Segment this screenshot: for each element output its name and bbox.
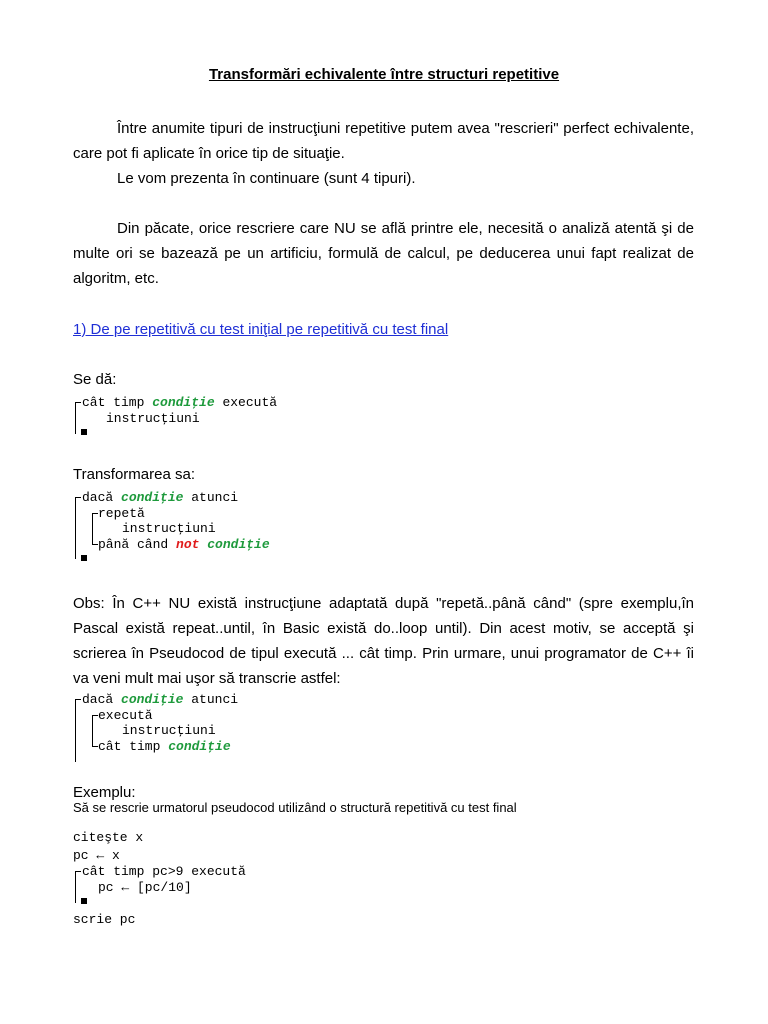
obs-code-line-4: cât timp condiţie [98,739,231,754]
transform-code-line-4: până când not condiţie [98,537,270,552]
obs-code-line-3: instrucţiuni [122,723,216,738]
given-label: Se dă: [73,371,117,388]
example-code-line-1: citeşte x [73,830,144,845]
condition-keyword: condiţie [168,739,231,754]
observation-paragraph: Obs: În C++ NU există instrucţiune adaptată după "repetă..până când" (spre exemplu,în Pascal există repeat..until, în Basic există do..loop until). Din acest motiv, se acceptă şi scrierea în Pseudocod de tipul execută ... cât timp. Prin urmare, unui programator de C++ îi va veni mult mai uşor să transcrie astfel: [73,595,694,687]
example-code-line-2: pc ← x [73,848,120,863]
intro-paragraph-1 [73,116,694,166]
condition-keyword: condiţie [207,537,270,552]
transform-code-line-1: dacă condiţie atunci [82,490,239,505]
obs-code-line-1: dacă condiţie atunci [82,692,239,707]
transform-label: Transformarea sa: [73,466,195,483]
intro-paragraph-2 [73,166,694,191]
example-text: Să se rescrie urmatorul pseudocod utilizând o structură repetitivă cu test final [73,800,517,815]
example-label: Exemplu: [73,784,136,801]
intro-paragraph-3 [73,216,694,291]
condition-keyword: condiţie [152,395,215,410]
intro-paragraph-1-text: Între anumite tipuri de instrucţiuni repetitive putem avea "rescrieri" perfect echivalente, care pot fi aplicate în orice tip de situaţie. [73,120,694,162]
transform-code-line-3: instrucţiuni [122,521,216,536]
transform-code-line-2: repetă [98,506,145,521]
example-code-line-4: pc ← [pc/10] [98,880,192,895]
condition-keyword: condiţie [121,490,184,505]
section-1-heading[interactable]: 1) De pe repetitivă cu test iniţial pe repetitivă cu test final [73,321,449,338]
not-keyword: not [176,537,200,552]
obs-code-line-2: execută [98,708,153,723]
example-code-line-3: cât timp pc>9 execută [82,864,246,879]
document-title: Transformări echivalente între structuri repetitive [208,66,560,83]
given-code-line-2: instrucţiuni [106,411,200,426]
given-code-line-1: cât timp condiţie execută [82,395,278,410]
intro-paragraph-3-text: Din păcate, orice rescriere care NU se află printre ele, necesită o analiză atentă şi de multe ori se bazează pe un artificiu, formulă de calcul, pe deducerea unui fapt realizat de algoritm, etc. [73,220,694,287]
condition-keyword: condiţie [121,692,184,707]
example-code-line-5: scrie pc [73,912,136,927]
intro-paragraph-2-text: Le vom prezenta în continuare (sunt 4 tipuri). [117,170,416,187]
